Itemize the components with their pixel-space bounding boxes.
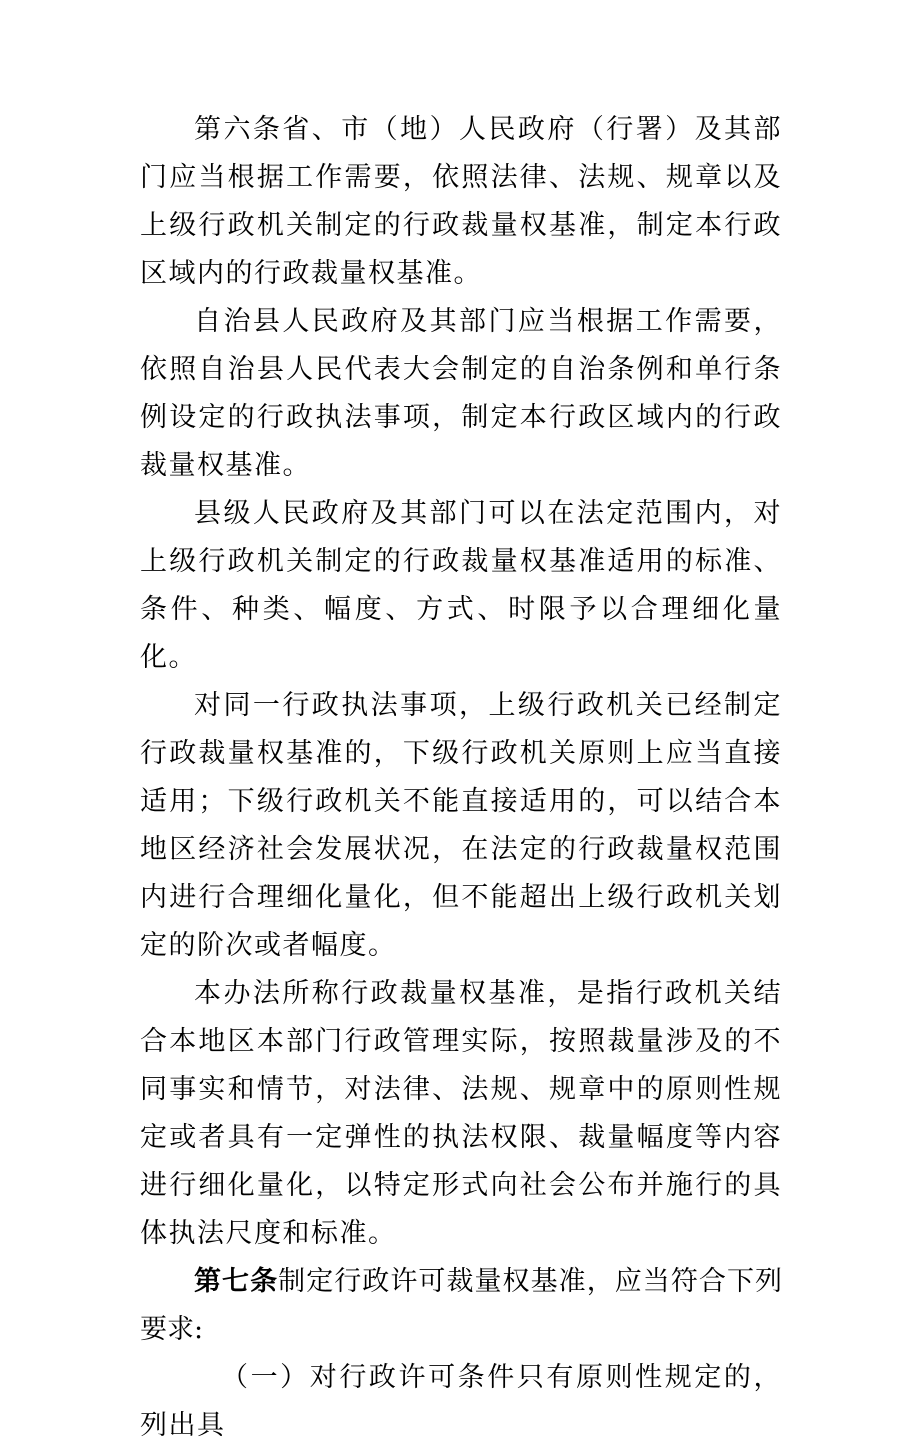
article-7-heading: 第七条 [194, 1266, 279, 1297]
article-7-text: 制定行政许可裁量权基准，应当符合下列要求: [140, 1266, 783, 1345]
paragraph-definition: 本办法所称行政裁量权基准，是指行政机关结合本地区本部门行政管理实际，按照裁量涉及的不同事实和情节，对法律、法规、规章中的原则性规定或者具有一定弹性的执法权限、裁量幅度等内容进行细化量化，以特定形式向社会公布并施行的具体执法尺度和标准。 [140, 978, 782, 1249]
paragraph-article-6: 第六条省、市（地）人民政府（行署）及其部门应当根据工作需要，依照法律、法规、规章以及上级行政机关制定的行政裁量权基准，制定本行政区域内的行政裁量权基准。 [140, 114, 782, 289]
paragraph-same-matter: 对同一行政执法事项，上级行政机关已经制定行政裁量权基准的，下级行政机关原则上应当直接适用；下级行政机关不能直接适用的，可以结合本地区经济社会发展状况，在法定的行政裁量权范围内进行合理细化量化，但不能超出上级行政机关划定的阶次或者幅度。 [140, 690, 782, 961]
paragraph-county-level: 县级人民政府及其部门可以在法定范围内，对上级行政机关制定的行政裁量权基准适用的标准、条件、种类、幅度、方式、时限予以合理细化量化。 [140, 498, 782, 673]
paragraph-item-1: （一）对行政许可条件只有原则性规定的，列出具 [140, 1362, 782, 1441]
paragraph-autonomous-county: 自治县人民政府及其部门应当根据工作需要，依照自治县人民代表大会制定的自治条例和单行条例设定的行政执法事项，制定本行政区域内的行政裁量权基准。 [140, 306, 782, 481]
paragraph-article-7 [140, 1258, 782, 1354]
document-body [140, 106, 782, 1450]
